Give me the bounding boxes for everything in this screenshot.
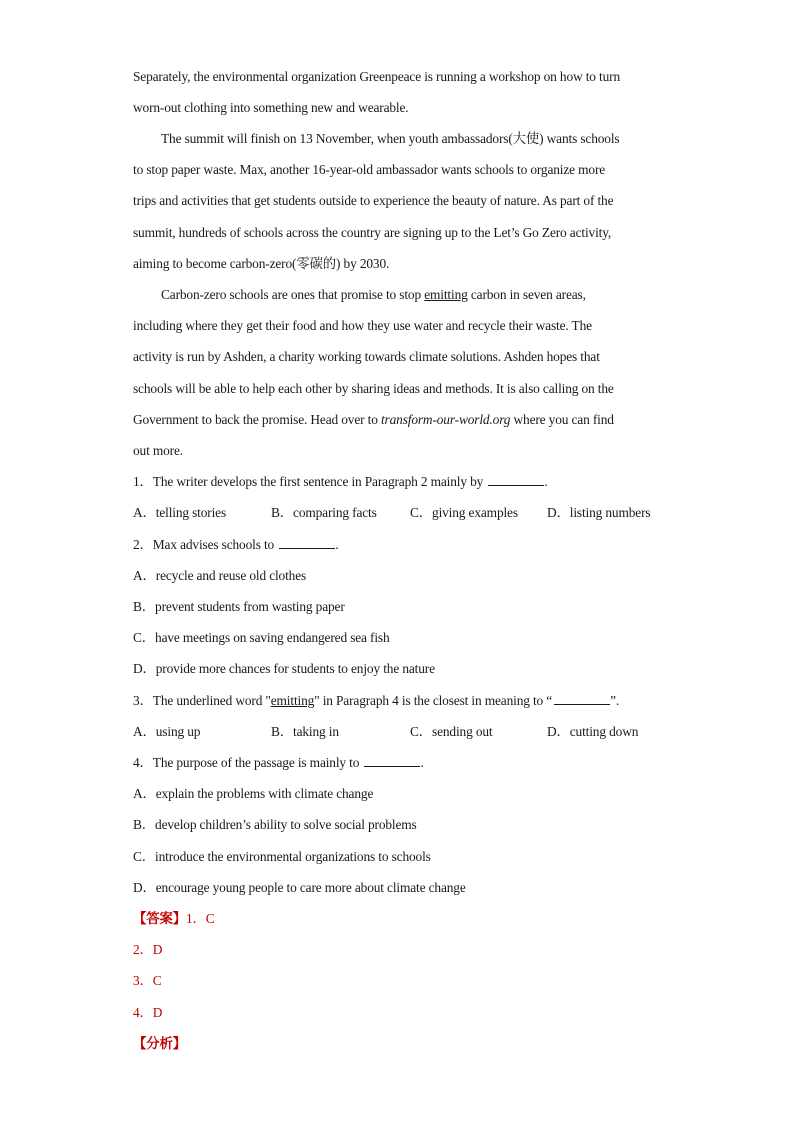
passage-line: to stop paper waste. Max, another 16-year-old ambassador wants schools to organize more	[133, 162, 606, 177]
option-b: B．taking in	[271, 724, 339, 739]
option-c: C．sending out	[410, 724, 493, 739]
option-a: A．telling stories	[133, 505, 227, 520]
passage-line: aiming to become carbon-zero(零碳的) by 2030.	[133, 256, 390, 271]
option-d: D．provide more chances for students to enjoy the nature	[133, 661, 435, 676]
passage-line: schools will be able to help each other by sharing ideas and methods. It is also calling on the	[133, 381, 614, 396]
passage-line: The summit will finish on 13 November, when youth ambassadors(大使) wants schools	[161, 131, 620, 146]
answer-blank	[554, 692, 610, 705]
answer-line: 2．D	[133, 942, 163, 957]
option-a: A．explain the problems with climate change	[133, 786, 374, 801]
question-2-stem: 2．Max advises schools to .	[133, 537, 339, 552]
option-c: C．giving examples	[410, 505, 518, 520]
question-4-stem: 4．The purpose of the passage is mainly to .	[133, 755, 424, 770]
option-d: D．encourage young people to care more about climate change	[133, 880, 466, 895]
question-3-stem: 3．The underlined word "emitting" in Paragraph 4 is the closest in meaning to “ ”.	[133, 693, 620, 708]
question-1-stem: 1．The writer develops the first sentence in Paragraph 2 mainly by .	[133, 474, 548, 489]
option-b: B．prevent students from wasting paper	[133, 599, 345, 614]
option-c: C．have meetings on saving endangered sea fish	[133, 630, 390, 645]
answer-blank	[279, 536, 335, 549]
analysis-label: 【分析】	[133, 1036, 186, 1051]
passage-line: summit, hundreds of schools across the country are signing up to the Let’s Go Zero activity,	[133, 225, 612, 240]
option-c: C．introduce the environmental organizations to schools	[133, 849, 431, 864]
answer-blank	[364, 754, 420, 767]
answer-line: 【答案】1．C	[133, 911, 215, 926]
answer-blank	[488, 473, 544, 486]
passage-line: activity is run by Ashden, a charity working towards climate solutions. Ashden hopes that	[133, 349, 600, 364]
website-link: transform-our-world.org	[380, 412, 511, 427]
option-a: A．recycle and reuse old clothes	[133, 568, 307, 583]
passage-line: trips and activities that get students outside to experience the beauty of nature. As part of the	[133, 193, 614, 208]
option-d: D．listing numbers	[547, 505, 651, 520]
passage-line: out more.	[133, 443, 183, 458]
underlined-word: emitting	[270, 693, 315, 708]
passage-line: Separately, the environmental organization Greenpeace is running a workshop on how to turn	[133, 69, 621, 84]
answer-line: 4．D	[133, 1005, 163, 1020]
passage-line: including where they get their food and how they use water and recycle their waste. The	[133, 318, 592, 333]
option-d: D．cutting down	[547, 724, 639, 739]
answer-line: 3．C	[133, 973, 162, 988]
passage-line: Carbon-zero schools are ones that promise to stop emitting carbon in seven areas,	[161, 287, 586, 302]
answer-label: 【答案】	[133, 911, 186, 926]
passage-line: worn-out clothing into something new and wearable.	[133, 100, 409, 115]
underlined-word: emitting	[424, 287, 468, 302]
passage-line: Government to back the promise. Head over to transform-our-world.org where you can find	[133, 412, 614, 427]
option-a: A．using up	[133, 724, 201, 739]
option-b: B．develop children’s ability to solve social problems	[133, 817, 417, 832]
option-b: B．comparing facts	[271, 505, 377, 520]
